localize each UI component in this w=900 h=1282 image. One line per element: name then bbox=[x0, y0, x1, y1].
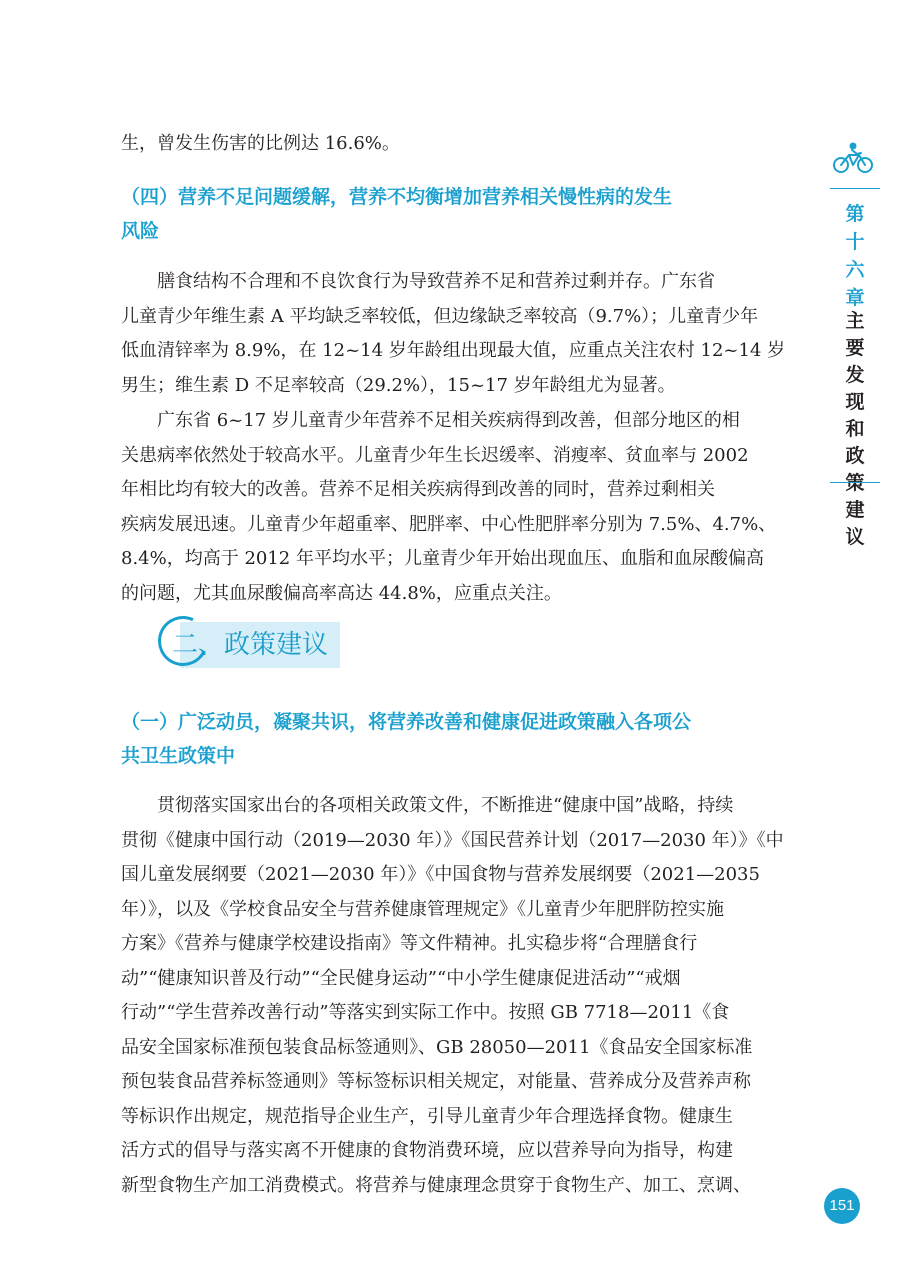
text-line: 等标识作出规定，规范指导企业生产，引导儿童青少年合理选择食物。健康生 bbox=[121, 1105, 733, 1127]
section-heading-text: 二、政策建议 bbox=[172, 630, 329, 660]
section-heading-policy bbox=[158, 614, 348, 670]
text-line: 年）》，以及《学校食品安全与营养健康管理规定》《儿童青少年肥胖防控实施 bbox=[121, 898, 724, 920]
paragraph-nutrition-deficiency bbox=[121, 265, 803, 403]
side-divider-top bbox=[830, 188, 880, 189]
text-line: 动”“健康知识普及行动”“全民健身运动”“中小学生健康促进活动”“戒烟 bbox=[121, 967, 681, 989]
text-line: 贯彻《健康中国行动（2019—2030 年）》《国民营养计划（2017—2030 年）》《中 bbox=[121, 829, 784, 851]
side-divider-bottom bbox=[830, 482, 880, 483]
text-line: 低血清锌率为 8.9%，在 12~14 岁年龄组出现最大值，应重点关注农村 12~14 岁 bbox=[121, 340, 786, 361]
text-line: 儿童青少年维生素 A 平均缺乏率较低，但边缘缺乏率较高（9.7%）；儿童青少年 bbox=[121, 305, 759, 327]
cyclist-icon bbox=[832, 142, 874, 174]
text-line: 行动”“学生营养改善行动”等落实到实际工作中。按照 GB 7718—2011《食 bbox=[121, 1002, 730, 1023]
text-line: 关患病率依然处于较高水平。儿童青少年生长迟缓率、消瘦率、贫血率与 2002 bbox=[121, 444, 749, 466]
title-char: 现 bbox=[845, 391, 865, 413]
title-char: 建 bbox=[845, 499, 865, 521]
title-char: 发 bbox=[845, 364, 865, 386]
chapter-char: 第 bbox=[845, 203, 865, 225]
paragraph-policy-implementation bbox=[121, 789, 803, 1203]
text-line: 新型食物生产加工消费模式。将营养与健康理念贯穿于食物生产、加工、烹调、 bbox=[121, 1174, 751, 1196]
text-line: 方案》《营养与健康学校建设指南》等文件精神。扎实稳步将“合理膳食行 bbox=[121, 933, 698, 954]
subheading-line: 风险 bbox=[121, 220, 160, 242]
subheading-iv bbox=[121, 180, 803, 248]
title-char: 政 bbox=[845, 445, 865, 467]
chapter-title bbox=[830, 308, 880, 551]
title-char: 主 bbox=[845, 310, 865, 332]
text-line: 广东省 6~17 岁儿童青少年营养不足相关疾病得到改善，但部分地区的相 bbox=[157, 410, 740, 431]
text-line: 年相比均有较大的改善。营养不足相关疾病得到改善的同时，营养过剩相关 bbox=[121, 479, 715, 500]
chapter-number bbox=[830, 200, 880, 312]
title-char: 策 bbox=[845, 472, 865, 494]
text-line: 活方式的倡导与落实离不开健康的食物消费环境，应以营养导向为指导，构建 bbox=[121, 1140, 733, 1161]
text-line: 8.4%，均高于 2012 年平均水平；儿童青少年开始出现血压、血脂和血尿酸偏高 bbox=[121, 548, 764, 569]
chapter-char: 十 bbox=[845, 231, 865, 253]
chapter-char: 六 bbox=[845, 259, 865, 281]
subheading-line: 共卫生政策中 bbox=[121, 745, 236, 767]
paragraph-related-diseases bbox=[121, 404, 803, 611]
chapter-char: 章 bbox=[845, 287, 865, 309]
text-line: 疾病发展迅速。儿童青少年超重率、肥胖率、中心性肥胖率分别为 7.5%、4.7%、 bbox=[121, 513, 777, 535]
text-line: 国儿童发展纲要（2021—2030 年）》《中国食物与营养发展纲要（2021—2035 bbox=[121, 864, 760, 885]
subheading-line: （四）营养不足问题缓解，营养不均衡增加营养相关慢性病的发生 bbox=[121, 186, 673, 208]
text-line: 贯彻落实国家出台的各项相关政策文件，不断推进“健康中国”战略，持续 bbox=[157, 795, 734, 816]
title-char: 议 bbox=[845, 526, 865, 548]
subheading-i bbox=[121, 705, 803, 773]
title-char: 要 bbox=[845, 337, 865, 359]
page-number: 151 bbox=[824, 1188, 860, 1224]
subheading-line: （一）广泛动员，凝聚共识，将营养改善和健康促进政策融入各项公 bbox=[121, 711, 692, 733]
text-line: 生，曾发生伤害的比例达 16.6%。 bbox=[121, 133, 400, 154]
title-char: 和 bbox=[845, 418, 865, 440]
text-line: 的问题，尤其血尿酸偏高率高达 44.8%，应重点关注。 bbox=[121, 582, 562, 604]
paragraph-continuation bbox=[121, 127, 803, 162]
text-line: 膳食结构不合理和不良饮食行为导致营养不足和营养过剩并存。广东省 bbox=[157, 271, 715, 292]
text-line: 预包装食品营养标签通则》等标签标识相关规定，对能量、营养成分及营养声称 bbox=[121, 1071, 751, 1092]
text-line: 品安全国家标准预包装食品标签通则》、GB 28050—2011《食品安全国家标准 bbox=[121, 1036, 753, 1058]
text-line: 男生；维生素 D 不足率较高（29.2%），15~17 岁年龄组尤为显著。 bbox=[121, 374, 676, 396]
